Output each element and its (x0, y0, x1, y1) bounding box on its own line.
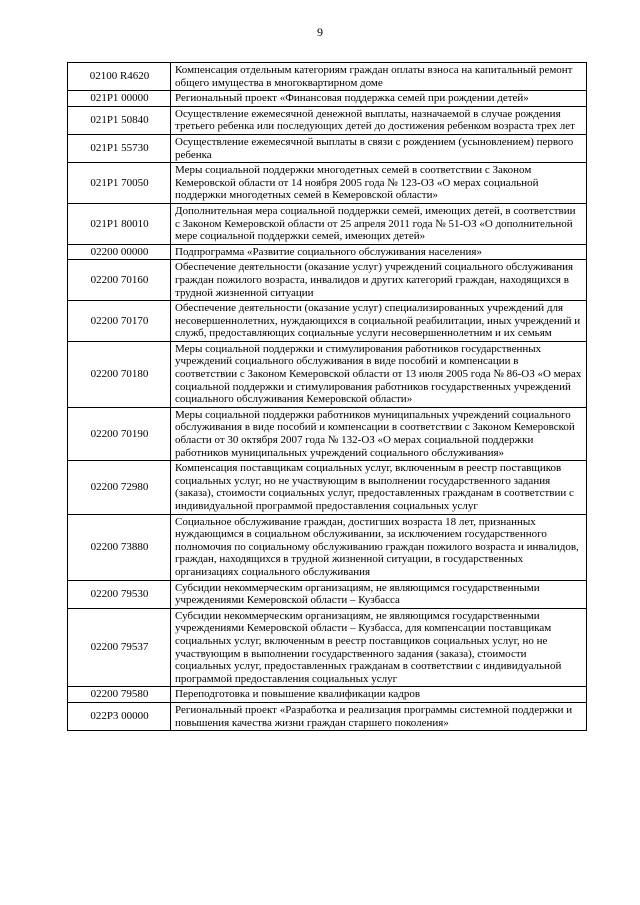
table-row (68, 514, 587, 580)
expense-name-cell: Компенсация поставщикам социальных услуг, включенным в реестр поставщиков социальных услуг, но не участвующим в выполнении государственного задания (заказа), стоимости социальных услуг, предоставленных гражданам в соответствии с индивидуальной программой предоставления социальных услуг (171, 461, 587, 514)
budget-code-cell: 02200 79530 (68, 580, 171, 608)
expense-name-cell: Осуществление ежемесячной выплаты в связи с рождением (усыновлением) первого ребенка (171, 134, 587, 162)
expense-name-cell: Осуществление ежемесячной денежной выплаты, назначаемой в случае рождения третьего ребенка или последующих детей до достижения ребенком возраста трех лет (171, 106, 587, 134)
table-row (68, 461, 587, 514)
budget-code-cell: 02200 70190 (68, 407, 171, 460)
table-row (68, 106, 587, 134)
budget-code-cell: 021P1 50840 (68, 106, 171, 134)
expense-name-cell: Меры социальной поддержки работников муниципальных учреждений социального обслуживания в виде пособий и компенсации в соответствии с Законом Кемеровской области от 30 октября 2007 года № 132-ОЗ «О мерах социальной поддержки работников муниципальных учреждений социального обслуживания» (171, 407, 587, 460)
table-row (68, 580, 587, 608)
budget-code-cell: 021P1 55730 (68, 134, 171, 162)
budget-code-cell: 02200 70180 (68, 341, 171, 407)
budget-code-cell: 021P1 80010 (68, 203, 171, 244)
expense-name-cell: Социальное обслуживание граждан, достигших возраста 18 лет, признанных нуждающимся в социальном обслуживании, за исключением государственного полномочия по социальному обслуживанию граждан пожилого возраста и инвалидов, граждан, находящихся в трудной жизненной ситуации, в государственных организациях социального обслуживания (171, 514, 587, 580)
expense-name-cell: Подпрограмма «Развитие социального обслуживания населения» (171, 244, 587, 260)
budget-code-cell: 02200 79537 (68, 608, 171, 687)
page-number: 9 (317, 25, 323, 39)
table-row (68, 260, 587, 301)
expense-name-cell: Региональный проект «Финансовая поддержка семей при рождении детей» (171, 91, 587, 107)
expense-name-cell: Меры социальной поддержки и стимулирования работников государственных учреждений социального обслуживания в виде пособий и компенсации в соответствии с Законом Кемеровской области от 13 июля 2005 года № 86-ОЗ «О мерах социальной поддержки и стимулирования работников государственных учреждений социального обслуживания Кемеровской области» (171, 341, 587, 407)
table-row (68, 203, 587, 244)
table-row (68, 134, 587, 162)
table-row (68, 608, 587, 687)
budget-code-cell: 02200 73880 (68, 514, 171, 580)
table-row (68, 407, 587, 460)
table-row (68, 702, 587, 730)
budget-code-cell: 02200 00000 (68, 244, 171, 260)
budget-code-cell: 021P1 00000 (68, 91, 171, 107)
expense-name-cell: Переподготовка и повышение квалификации кадров (171, 687, 587, 703)
table-row (68, 91, 587, 107)
expense-name-cell: Обеспечение деятельности (оказание услуг) специализированных учреждений для несовершеннолетних, нуждающихся в социальной реабилитации, иных учреждений и служб, предоставляющих социальные услуги несовершеннолетним и их семьям (171, 301, 587, 342)
table-row (68, 163, 587, 204)
table-row (68, 687, 587, 703)
expense-name-cell: Дополнительная мера социальной поддержки семей, имеющих детей, в соответствии с Законом Кемеровской области от 25 апреля 2011 года № 51-ОЗ «О дополнительной мере социальной поддержки семей, имеющих детей» (171, 203, 587, 244)
expense-name-cell: Региональный проект «Разработка и реализация программы системной поддержки и повышения качества жизни граждан старшего поколения» (171, 702, 587, 730)
table-row (68, 301, 587, 342)
budget-code-cell: 02200 70160 (68, 260, 171, 301)
expense-name-cell: Компенсация отдельным категориям граждан оплаты взноса на капитальный ремонт общего имущества в многоквартирном доме (171, 63, 587, 91)
budget-code-cell: 02200 70170 (68, 301, 171, 342)
table-row (68, 63, 587, 91)
budget-code-cell: 02200 79580 (68, 687, 171, 703)
table-row (68, 244, 587, 260)
budget-code-cell: 02200 72980 (68, 461, 171, 514)
expense-name-cell: Субсидии некоммерческим организациям, не являющимся государственными учреждениями Кемеровской области – Кузбасса, для компенсации поставщикам социальных услуг, включенным в реестр поставщиков социальных услуг, но не участвующим в выполнении государственного задания (заказа), стоимости социальных услуг, предоставленных гражданам в соответствии с индивидуальной программой предоставления социальных услуг (171, 608, 587, 687)
expense-name-cell: Обеспечение деятельности (оказание услуг) учреждений социального обслуживания граждан пожилого возраста, инвалидов и других категорий граждан, находящихся в трудной жизненной ситуации (171, 260, 587, 301)
budget-code-cell: 022P3 00000 (68, 702, 171, 730)
expense-name-cell: Субсидии некоммерческим организациям, не являющимся государственными учреждениями Кемеровской области – Кузбасса (171, 580, 587, 608)
budget-code-cell: 02100 R4620 (68, 63, 171, 91)
table-row (68, 341, 587, 407)
budget-code-cell: 021P1 70050 (68, 163, 171, 204)
expense-name-cell: Меры социальной поддержки многодетных семей в соответствии с Законом Кемеровской области от 14 ноября 2005 года № 123-ОЗ «О мерах социальной поддержки многодетных семей в Кемеровской области» (171, 163, 587, 204)
budget-classification-table (67, 62, 587, 731)
